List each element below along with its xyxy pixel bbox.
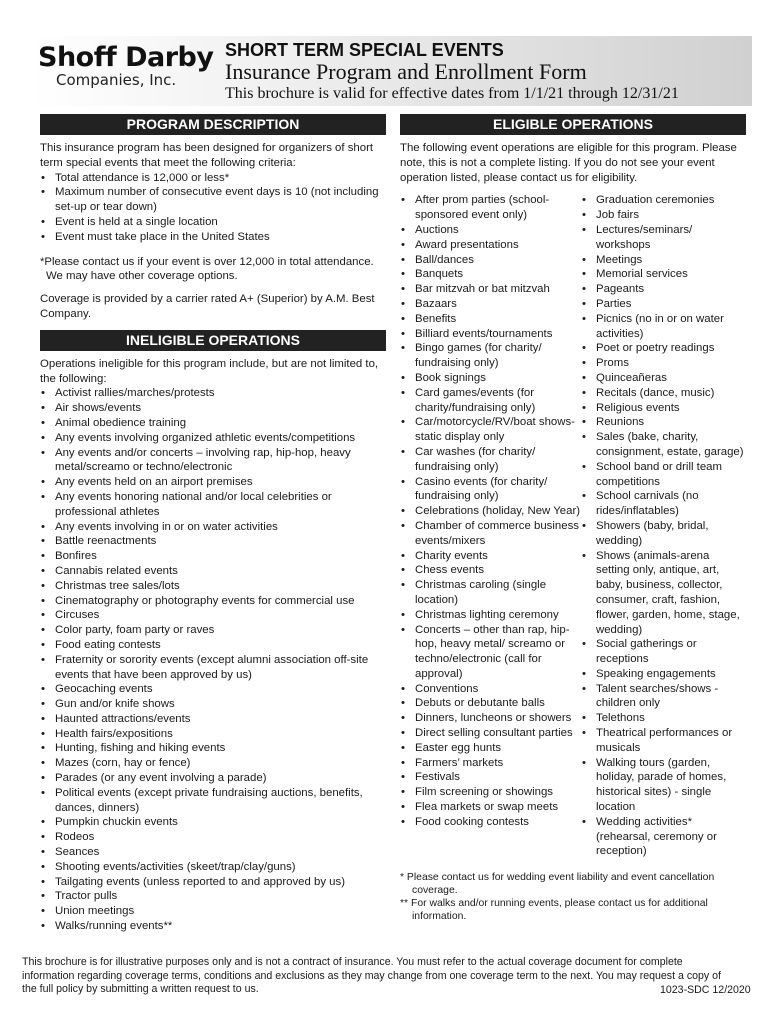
eligible-item: • Memorial services (581, 267, 746, 282)
eligible-item: • Debuts or debutante balls (400, 696, 581, 711)
ineligible-item: • Food eating contests (40, 638, 386, 653)
eligible-item: • Job fairs (581, 208, 746, 223)
eligible-item: • Graduation ceremonies (581, 193, 746, 208)
criteria-item: • Event must take place in the United States (40, 230, 386, 245)
eligible-item: • Showers (baby, bridal, wedding) (581, 519, 746, 549)
eligible-item: • Easter egg hunts (400, 741, 581, 756)
eligible-item: • Award presentations (400, 238, 581, 253)
ineligible-item: • Hunting, fishing and hiking events (40, 741, 386, 756)
eligible-item: • Lectures/seminars/ workshops (581, 223, 746, 253)
ineligible-item: • Parades (or any event involving a parade) (40, 771, 386, 786)
eligible-footnotes (400, 871, 746, 923)
ineligible-item: • Color party, foam party or raves (40, 623, 386, 638)
ineligible-item: • Fraternity or sorority events (except alumni association off-site events that have been approved by us) (40, 653, 386, 683)
eligible-lists (400, 193, 746, 859)
eligible-item: • Sales (bake, charity, consignment, estate, garage) (581, 430, 746, 460)
eligible-item: • Poet or poetry readings (581, 341, 746, 356)
eligible-item: • Concerts – other than rap, hip-hop, heavy metal/ screamo or techno/electronic (call for approval) (400, 623, 581, 682)
ineligible-item: • Any events honoring national and/or local celebrities or professional athletes (40, 490, 386, 520)
ineligible-item: • Tailgating events (unless reported to and approved by us) (40, 875, 386, 890)
attendance-note: *Please contact us if your event is over 12,000 in total attendance. We may have other coverage options. (40, 255, 374, 283)
eligible-item: • Pageants (581, 282, 746, 297)
ineligible-item: • Health fairs/expositions (40, 727, 386, 742)
ineligible-item: • Battle reenactments (40, 534, 386, 549)
ineligible-item: • Walks/running events** (40, 919, 386, 934)
eligible-item: • Auctions (400, 223, 581, 238)
ineligible-item: • Any events and/or concerts – involving rap, hip-hop, heavy metal/screamo or techno/electronic (40, 446, 386, 476)
ineligible-item: • Circuses (40, 608, 386, 623)
right-column (400, 114, 746, 923)
ineligible-item: • Cinematography or photography events for commercial use (40, 594, 386, 609)
ineligible-item: • Any events involving organized athletic events/competitions (40, 431, 386, 446)
eligible-item: • Card games/events (for charity/fundraising only) (400, 386, 581, 416)
eligible-item: • Wedding activities* (rehearsal, ceremony or reception) (581, 815, 746, 859)
criteria-item: • Total attendance is 12,000 or less* (40, 171, 386, 186)
ineligible-item: • Tractor pulls (40, 889, 386, 904)
eligible-item: • School carnivals (no rides/inflatables) (581, 489, 746, 519)
ineligible-item: • Rodeos (40, 830, 386, 845)
eligible-item: • Telethons (581, 711, 746, 726)
ineligible-item: • Cannabis related events (40, 564, 386, 579)
eligible-item: • Religious events (581, 401, 746, 416)
eligible-item: • Quinceañeras (581, 371, 746, 386)
eligible-item: • Car washes (for charity/ fundraising only) (400, 445, 581, 475)
eligible-item: • Banquets (400, 267, 581, 282)
eligible-item: • Farmers’ markets (400, 756, 581, 771)
eligible-item: • Ball/dances (400, 253, 581, 268)
eligible-item: • Parties (581, 297, 746, 312)
ineligible-item: • Political events (except private fundraising auctions, benefits, dances, dinners) (40, 786, 386, 816)
eligible-item: • Picnics (no in or on water activities) (581, 312, 746, 342)
eligible-item: • Christmas caroling (single location) (400, 578, 581, 608)
eligible-item: • Flea markets or swap meets (400, 800, 581, 815)
ineligible-item: • Geocaching events (40, 682, 386, 697)
ineligible-item: • Haunted attractions/events (40, 712, 386, 727)
eligible-item: • Book signings (400, 371, 581, 386)
eligible-item: • Car/motorcycle/RV/boat shows- static display only (400, 415, 581, 445)
eligible-item: • Walking tours (garden, holiday, parade of homes, historical sites) - single location (581, 756, 746, 815)
eligible-intro: The following event operations are eligible for this program. Please note, this is not a complete listing. If you do not see your event operation listed, please contact us for eligibility. (400, 142, 737, 184)
eligible-item: • Bar mitzvah or bat mitzvah (400, 282, 581, 297)
ineligible-item: • Any events involving in or on water activities (40, 520, 386, 535)
ineligible-item: • Union meetings (40, 904, 386, 919)
eligible-item: • Charity events (400, 549, 581, 564)
eligible-item: • Social gatherings or receptions (581, 637, 746, 667)
eligible-item: • Recitals (dance, music) (581, 386, 746, 401)
header-titles (225, 40, 750, 104)
validity-dates: This brochure is valid for effective dates from 1/1/21 through 12/31/21 (225, 85, 679, 102)
logo-sub-text: Companies, Inc. (56, 71, 177, 89)
eligible-item: • Theatrical performances or musicals (581, 726, 746, 756)
eligible-item: • Film screening or showings (400, 785, 581, 800)
criteria-item: • Event is held at a single location (40, 215, 386, 230)
ineligible-item: • Gun and/or knife shows (40, 697, 386, 712)
ineligible-item: • Air shows/events (40, 401, 386, 416)
eligible-item: • Bazaars (400, 297, 581, 312)
ineligible-item: • Animal obedience training (40, 416, 386, 431)
eligible-list-a (400, 193, 581, 859)
ineligible-list (40, 386, 386, 933)
eligible-item: • Chamber of commerce business events/mixers (400, 519, 581, 549)
eligible-item: • Bingo games (for charity/ fundraising only) (400, 341, 581, 371)
eligible-item: • Reunions (581, 415, 746, 430)
page-subtitle: Insurance Program and Enrollment Form (225, 59, 587, 84)
ineligible-item: • Any events held on an airport premises (40, 475, 386, 490)
footnote: ** For walks and/or running events, please contact us for additional information. (400, 898, 708, 923)
ineligible-item: • Seances (40, 845, 386, 860)
ineligible-item: • Shooting events/activities (skeet/trap/clay/guns) (40, 860, 386, 875)
coverage-statement: Coverage is provided by a carrier rated A+ (Superior) by A.M. Best Company. (40, 293, 375, 320)
eligible-operations-heading: ELIGIBLE OPERATIONS (400, 114, 746, 135)
page-title: SHORT TERM SPECIAL EVENTS (225, 40, 504, 60)
ineligible-intro: Operations ineligible for this program include, but are not limited to, the following: (40, 357, 379, 385)
left-column (40, 114, 386, 934)
ineligible-operations-heading: INELIGIBLE OPERATIONS (40, 330, 386, 351)
ineligible-item: • Pumpkin chuckin events (40, 815, 386, 830)
eligible-item: • Meetings (581, 253, 746, 268)
eligible-operations-section (400, 114, 746, 923)
eligible-item: • Celebrations (holiday, New Year) (400, 504, 581, 519)
document-code: 1023-SDC 12/2020 (660, 984, 751, 996)
eligible-list-b (581, 193, 746, 859)
eligible-item: • Festivals (400, 770, 581, 785)
criteria-list (40, 171, 386, 245)
company-logo (38, 44, 218, 88)
eligible-item: • School band or drill team competitions (581, 460, 746, 490)
eligible-item: • Chess events (400, 563, 581, 578)
ineligible-item: • Christmas tree sales/lots (40, 579, 386, 594)
eligible-item: • Benefits (400, 312, 581, 327)
ineligible-item: • Mazes (corn, hay or fence) (40, 756, 386, 771)
ineligible-item: • Bonfires (40, 549, 386, 564)
eligible-item: • Dinners, luncheons or showers (400, 711, 581, 726)
eligible-item: • Speaking engagements (581, 667, 746, 682)
eligible-item: • After prom parties (school-sponsored event only) (400, 193, 581, 223)
eligible-item: • Christmas lighting ceremony (400, 608, 581, 623)
eligible-item: • Conventions (400, 682, 581, 697)
eligible-item: • Casino events (for charity/ fundraising only) (400, 475, 581, 505)
criteria-item: • Maximum number of consecutive event days is 10 (not including set-up or tear down) (40, 185, 386, 215)
eligible-item: • Billiard events/tournaments (400, 327, 581, 342)
footnote: * Please contact us for wedding event liability and event cancellation coverage. (400, 872, 715, 897)
ineligible-operations-section (40, 330, 386, 934)
eligible-item: • Proms (581, 356, 746, 371)
ineligible-item: • Activist rallies/marches/protests (40, 386, 386, 401)
program-description-section (40, 114, 386, 322)
eligible-item: • Shows (animals-arena setting only, antique, art, baby, business, collector, consumer, craft, fashion, flower, garden, home, stage, wedding) (581, 549, 746, 638)
logo-main-text: Shoff Darby (38, 42, 214, 73)
program-description-heading: PROGRAM DESCRIPTION (40, 114, 386, 135)
disclaimer-text: This brochure is for illustrative purposes only and is not a contract of insurance. You must refer to the actual coverage document for complete information regarding coverage terms, conditions and exclusions as they may change from one coverage term to the next. You may request a copy of the full policy by submitting a written request to us. (22, 956, 721, 996)
program-intro: This insurance program has been designed for organizers of short term special events that meet the following criteria: (40, 142, 374, 169)
eligible-item: • Direct selling consultant parties (400, 726, 581, 741)
eligible-item: • Food cooking contests (400, 815, 581, 830)
eligible-item: • Talent searches/shows - children only (581, 682, 746, 712)
